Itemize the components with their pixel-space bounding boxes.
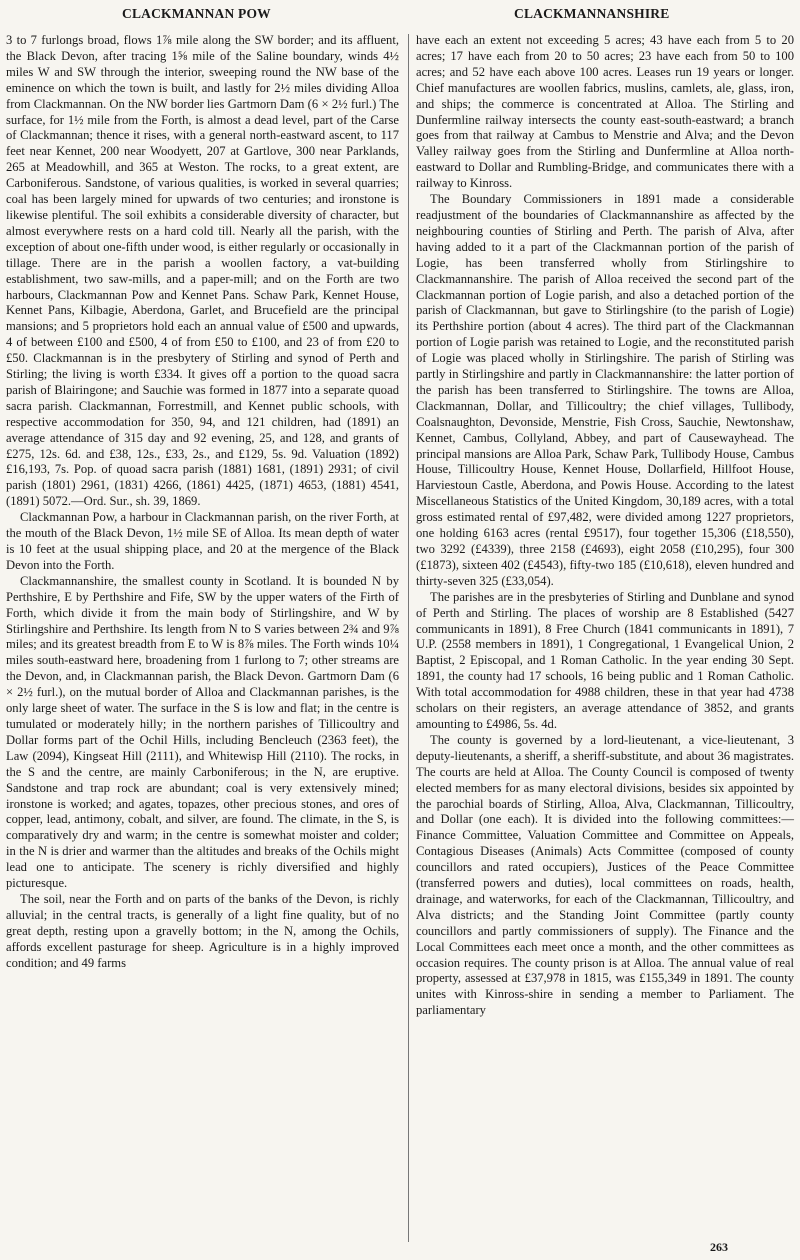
paragraph: Clackmannan Pow, a harbour in Clackmannan parish, on the river Forth, at the mouth of the Black Devon, 1½ mile SE of Alloa. Its mean depth of water is 10 feet at the usual shipping place, and 20 at the mergence of the Black Devon into the Forth. (6, 510, 399, 572)
paragraph: The parishes are in the presbyteries of Stirling and Dunblane and synod of Perth and Stirling. The places of worship are 8 Established (5427 communicants in 1891), 8 Free Church (1841 communicants in 1891), 7 U.P. (2558 members in 1891), 1 Congregational, 1 Evangelical Union, 2 Baptist, 2 Episcopal, and 1 Roman Catholic. In the year ending 30 Sept. 1891, the county had 17 schools, 16 being public and 1 Roman Catholic. With total accommodation for 4988 children, these in that year had 4738 scholars on their registers, an average attendance of 3852, and grants amounting to £4986, 5s. 4d. (416, 589, 794, 731)
paragraph: Clackmannanshire, the smallest county in Scotland. It is bounded N by Perthshire, E by Perthshire and Fife, SW by the upper waters of the Firth of Forth, which divide it from the main body of Stirlingshire, and W by Stirlingshire and Perthshire. Its length from N to S varies between 2¾ and 9⅞ miles; and its greatest breadth from E to W is 8⅞ miles. The Forth winds 10¼ miles south-eastward here, broadening from 1 furlong to 7; other streams are the Devon, and, in Clackmannan parish, the Black Devon. Gartmorn Dam (6 × 2½ furl.), on the mutual border of Alloa and Clackmannan parishes, is the only large sheet of water. The surface in the S is low and flat; in the centre is tumulated or moderately hilly; in the northern parishes of Tillicoultry and Dollar forms part of the Ochil Hills, including Bencleuch (2363 feet), the Law (2094), Kingseat Hill (2111), and Whitewisp Hill (2110). The rocks, in the S and the centre, are mainly Carboniferous; in the N, are eruptive. Sandstone and trap rock are abundant; coal is very extensively mined; ironstone is worked; and agates, topazes, other precious stones, and ores of copper, lead, antimony, cobalt, and silver, are found. The climate, in the S, is comparatively dry and warm; in the centre is somewhat moister and colder; in the N is drier and warmer than the altitudes and breaks of the Ochils might lead one to anticipate. The scenery is richly diversified and highly picturesque. (6, 573, 399, 891)
paragraph: The county is governed by a lord-lieutenant, a vice-lieutenant, 3 deputy-lieutenants, a sheriff, a sheriff-substitute, and about 36 magistrates. The courts are held at Alloa. The County Council is composed of twenty elected members for as many electoral divisions, besides six appointed by the parochial boards of Stirling, Alloa, Alva, Clackmannan, Tillicoultry, and Dollar (one each). It is divided into the following committees:—Finance Committee, Valuation Committee and Committee on Appeals, Contagious Diseases (Animals) Acts Committee (composed of county councillors and rated occupiers), Justices of the Peace Committee (transferred powers and duties), local committees on roads, health, drainage, and waterworks, for each of the Clackmannan, Tillicoultry, and Alva districts; and the Standing Joint Committee (partly county councillors and partly commissioners of supply). The Finance and the Local Committees each meet once a month, and the other committees as occasion requires. The county prison is at Alloa. The annual value of real property, assessed at £37,978 in 1815, was £155,349 in 1891. The county unites with Kinross-shire in sending a member to Parliament. The parliamentary (416, 732, 794, 1018)
column-divider (408, 34, 409, 1242)
right-column (416, 33, 794, 1019)
page-number: 263 (710, 1240, 728, 1254)
paragraph: The Boundary Commissioners in 1891 made a considerable readjustment of the boundaries of Clackmannanshire as affected by the neighbouring counties of Stirling and Perth. The parish of Alva, after having added to it a part of the Clackmannan portion of the parish of Logie, has been transferred wholly from Stirlingshire to Clackmannanshire. The parish of Alloa received the second part of the Clackmannan portion of Logie parish, and also a detached portion of the parish of Clackmannan, but gave to Stirlingshire (to the parish of Logie) its Perthshire portion (about 4 acres). The third part of the Clackmannan portion of Logie parish was retained to Logie, and the reconstituted parish of Logie was placed wholly in Stirlingshire. The parish of Stirling was partly in Stirlingshire and partly in Clackmannanshire: the latter portion of the parish has been transferred to Stirlingshire. The towns are Alloa, Clackmannan, Dollar, and Tillicoultry; the chief villages, Tullibody, Coalsnaughton, Devonside, Menstrie, Fish Cross, Sauchie, Newtonshaw, Kennet, Cambus, Collyland, Abbey, and part of Causewayhead. The principal mansions are Alloa Park, Schaw Park, Tullibody House, Cambus House, Tillicoultry House, Kennet House, Dollarfield, Hillfoot House, Harviestoun Castle, Aberdona, and Powis House. According to the latest Miscellaneous Statistics of the United Kingdom, 30,189 acres, with a total gross estimated rental of £97,482, were divided among 1227 proprietors, one holding 6163 acres (rental £9517), four together 15,306 (£18,550), two 3292 (£4339), three 2158 (£4693), eight 2058 (£10,295), four 300 (£1873), sixteen 402 (£4543), fifty-two 185 (£10,618), eleven hundred and thirty-seven 325 (£33,054). (416, 192, 794, 588)
paragraph: have each an extent not exceeding 5 acres; 43 have each from 5 to 20 acres; 17 have each from 20 to 50 acres; 23 have each from 50 to 100 acres; and 52 have each above 100 acres. Leases run 19 years or longer. Chief manufactures are woollen fabrics, muslins, camlets, ale, glass, iron, and ships; the commerce is concentrated at Alloa. The Stirling and Dunfermline railway intersects the county east-south-eastward; a branch goes from that railway at Cambus to Menstrie and Alva; and the Devon Valley railway goes from the Stirling and Dunfermline at Alloa north-eastward to Dollar and Rumbling-Bridge, and communicates there with a railway to Kinross. (416, 33, 794, 191)
left-column (6, 33, 399, 971)
paragraph: The soil, near the Forth and on parts of the banks of the Devon, is richly alluvial; in the central tracts, is generally of a light fine quality, but of no great depth, resting upon a gravelly bottom; in the N, among the Ochils, affords excellent pasturage for sheep. Agriculture is in a highly improved condition; and 49 farms (6, 891, 399, 970)
running-header (0, 6, 800, 28)
header-right-title: CLACKMANNANSHIRE (514, 6, 670, 21)
paragraph: 3 to 7 furlongs broad, flows 1⅞ mile along the SW border; and its affluent, the Black Devon, after tracing 1⅝ mile of the Saline boundary, winds 4½ miles W and SW through the interior, sweeping round the NW base of the eminence on which the town is built, and lastly for 2½ miles dividing Alloa from Clackmannan. On the NW border lies Gartmorn Dam (6 × 2½ furl.) The surface, for 1½ mile from the Forth, is almost a dead level, part of the Carse of Clackmannan; thence it rises, with a general north-eastward ascent, to 117 feet near Kennet, 200 near Woodyett, 207 at Gartlove, 300 near Parklands, 265 at Meadowhill, and 365 at Weston. The rocks, to a great extent, are Carboniferous. Sandstone, of various qualities, is worked in several quarries; coal has been largely mined for upwards of two centuries; and ironstone is likewise plentiful. The soil exhibits a considerable diversity of character, but almost everywhere rests on a hard cold till. Nearly all the parish, with the exception of about one-fifth under wood, is either regularly or occasionally in tillage. There are in the parish a woollen factory, a vat-building establishment, two saw-mills, and a paper-mill; and on the Forth are two harbours, Clackmannan Pow and Kennet Pans. Schaw Park, Kennet House, Kennet Pans, Kilbagie, Aberdona, Garlet, and Brucefield are the principal mansions; and 5 proprietors hold each an annual value of £500 and upwards, 4 of between £100 and £500, 4 of from £50 to £100, and 23 of from £20 to £50. Clackmannan is in the presbytery of Stirling and synod of Perth and Stirling; the living is worth £334. It gives off a portion to the quoad sacra parish of Blairingone; and Sauchie was formed in 1877 into a separate quoad sacra parish. Clackmannan, Forrestmill, and Kennet public schools, with respective accommodation for 350, 94, and 121 children, had (1891) an average attendance of 315 day and 92 evening, 25, and 128, and grants of £275, 12s. 6d. and £38, 12s., £33, 2s., and £129, 5s. 9d. Valuation (1892) £16,193, 7s. Pop. of quoad sacra parish (1881) 1681, (1891) 2931; of civil parish (1801) 2961, (1831) 4266, (1861) 4425, (1871) 4653, (1881) 4541, (1891) 5072.—Ord. Sur., sh. 39, 1869. (6, 33, 399, 509)
header-left-title: CLACKMANNAN POW (122, 6, 271, 21)
